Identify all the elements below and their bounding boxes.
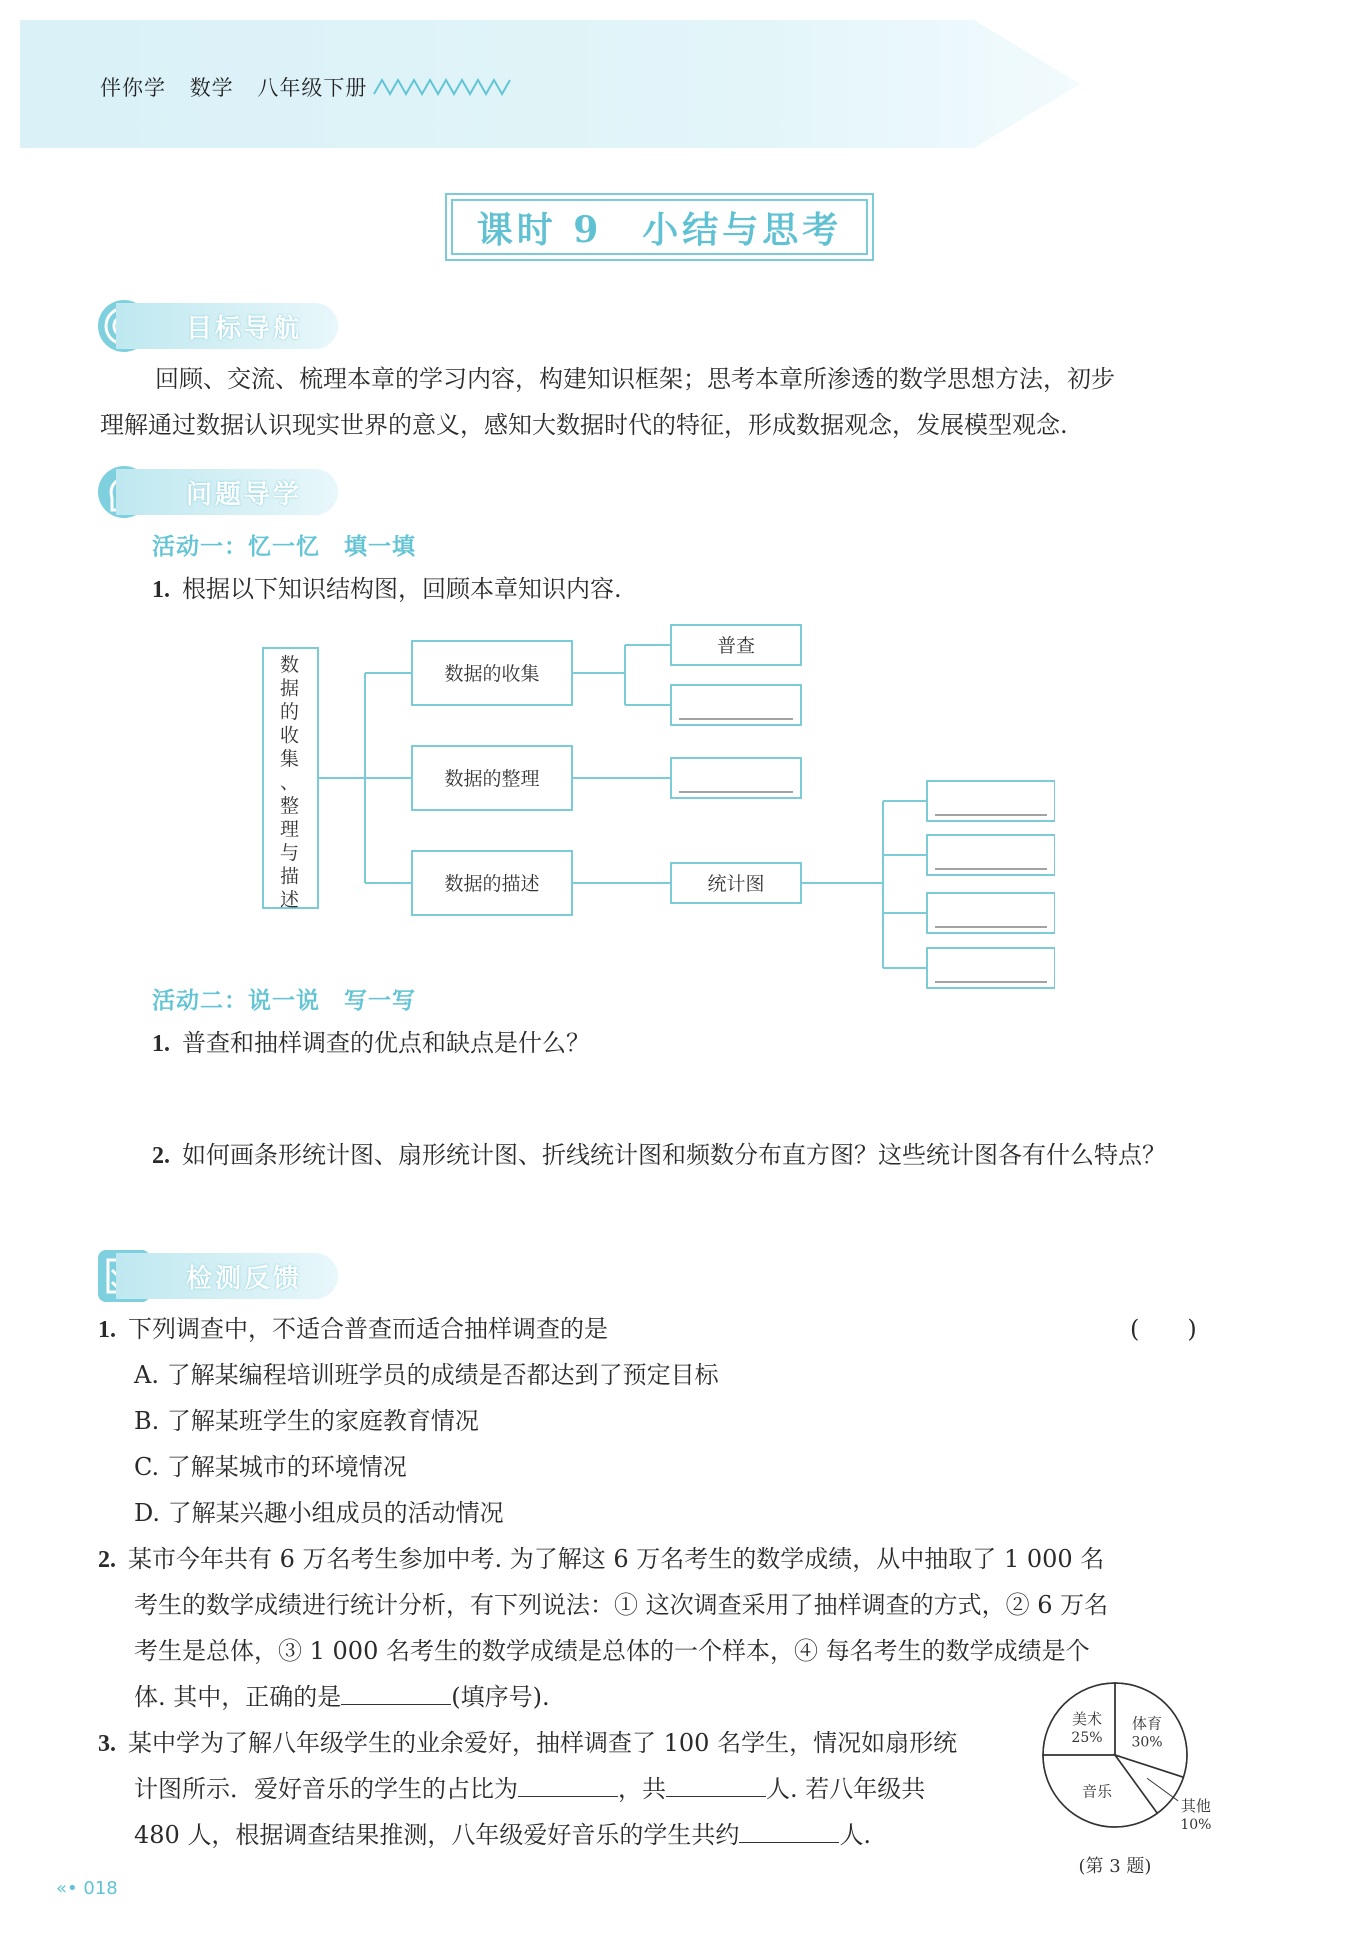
check-tag-label: 检测反馈 xyxy=(116,1253,338,1299)
header-text xyxy=(100,72,383,102)
guide-tag-label: 问题导学 xyxy=(116,469,338,515)
arrow-icon: «• xyxy=(56,1878,78,1899)
q3-line3a: 480 人，根据调查结果推测，八年级爱好音乐的学生共约 xyxy=(134,1821,740,1849)
activity-1-title: 活动一：忆一忆 填一填 xyxy=(152,534,416,560)
check-question-2-line-1: 某市今年共有 6 万名考生参加中考. 为了解这 6 万名考生的数学成绩，从中抽取了 1 000 名 xyxy=(128,1545,1105,1573)
answer-blank[interactable] xyxy=(341,1678,451,1705)
goal-line-2: 理解通过数据认识现实世界的意义，感知大数据时代的特征，形成数据观念，发展模型观念. xyxy=(100,411,1068,439)
answer-paren: ( ) xyxy=(1130,1315,1197,1343)
option-d: D. 了解某兴趣小组成员的活动情况 xyxy=(134,1499,504,1527)
pie-value-1: 30% xyxy=(1131,1734,1163,1751)
pie-value-0: 25% xyxy=(1071,1729,1103,1746)
page-number: 018 xyxy=(83,1878,118,1899)
diagram-describe-text: 数据的描述 xyxy=(444,873,540,895)
guide-section-tag xyxy=(98,466,338,518)
answer-blank[interactable] xyxy=(739,1816,839,1843)
check-question-2-line-4 xyxy=(134,1674,550,1720)
goal-tag-label: 目标导航 xyxy=(116,303,338,349)
page-number-row xyxy=(56,1878,118,1899)
chart-title: (第 3 题) xyxy=(1078,1856,1152,1877)
triangle-decoration-icon xyxy=(372,78,512,96)
check-question-2-line-3: 考生是总体，③ 1 000 名考生的数学成绩是总体的一个样本，④ 每名考生的数学成绩是个 xyxy=(134,1637,1090,1665)
option-b: B. 了解某班学生的家庭教育情况 xyxy=(134,1407,479,1435)
knowledge-diagram xyxy=(255,615,1055,995)
check-question-1-number: 1. xyxy=(98,1317,116,1343)
goal-line-1: 回顾、交流、梳理本章的学习内容，构建知识框架；思考本章所渗透的数学思想方法，初步 xyxy=(155,365,1115,393)
check-question-3-line-2 xyxy=(134,1766,925,1812)
diagram-census-text: 普查 xyxy=(716,635,756,657)
diagram-root-text: 数据的收集、整理与描述 xyxy=(279,654,301,911)
pie-value-2: 10% xyxy=(1180,1816,1212,1833)
diagram-organize-text: 数据的整理 xyxy=(444,768,540,790)
check-question-2 xyxy=(98,1536,1104,1583)
goal-section-tag xyxy=(98,300,338,352)
pie-label-3: 音乐 xyxy=(1082,1782,1113,1801)
option-c: C. 了解某城市的环境情况 xyxy=(134,1453,407,1481)
q3-line2a: 计图所示．爱好音乐的学生的占比为 xyxy=(134,1775,518,1803)
check-question-3-line-3 xyxy=(134,1812,871,1858)
answer-blank[interactable] xyxy=(666,1770,766,1797)
option-a: A. 了解某编程培训班学员的成绩是否都达到了预定目标 xyxy=(134,1361,719,1389)
q3-line2b: ，共 xyxy=(618,1775,666,1803)
check-question-3 xyxy=(98,1720,957,1767)
pie-label-2: 其他 xyxy=(1180,1796,1211,1815)
q2-last-b: (填序号). xyxy=(451,1683,550,1711)
check-question-3-line-1: 某中学为了解八年级学生的业余爱好，抽样调查了 100 名学生，情况如扇形统 xyxy=(128,1729,958,1757)
q3-line2c: 人. 若八年级共 xyxy=(766,1775,926,1803)
pie-label-0: 美术 xyxy=(1071,1709,1103,1728)
activity-2-title: 活动二：说一说 写一写 xyxy=(152,988,416,1014)
diagram-chart-text: 统计图 xyxy=(707,873,765,895)
check-section-tag xyxy=(98,1250,338,1302)
activity-2-question-1-text: 普查和抽样调查的优点和缺点是什么？ xyxy=(182,1029,590,1057)
activity-2-question-2: 2. 如何画条形统计图、扇形统计图、折线统计图和频数分布直方图？这些统计图各有什么特点？ xyxy=(152,1141,1166,1169)
subject: 数学 xyxy=(189,76,234,100)
q2-last-a: 体. 其中，正确的是 xyxy=(134,1683,342,1711)
lesson-title: 课时 9 小结与思考 xyxy=(445,193,874,261)
check-question-2-number: 2. xyxy=(98,1547,116,1573)
check-question-1 xyxy=(98,1306,608,1353)
activity-2-question-2-text: 如何画条形统计图、扇形统计图、折线统计图和频数分布直方图？这些统计图各有什么特点？ xyxy=(182,1141,1166,1169)
pie-label-1: 体育 xyxy=(1132,1714,1163,1733)
activity-2-question-1: 1. 普查和抽样调查的优点和缺点是什么？ xyxy=(152,1029,590,1057)
guide-question-1: 1. 根据以下知识结构图，回顾本章知识内容. xyxy=(152,575,622,603)
diagram-collect-text: 数据的收集 xyxy=(444,663,540,685)
book-name: 伴你学 xyxy=(100,76,166,100)
answer-blank[interactable] xyxy=(518,1770,618,1797)
guide-question-1-text: 根据以下知识结构图，回顾本章知识内容. xyxy=(182,575,622,603)
check-question-2-line-2: 考生的数学成绩进行统计分析，有下列说法：① 这次调查采用了抽样调查的方式，② 6 万名 xyxy=(134,1591,1109,1619)
q3-line3b: 人. xyxy=(839,1821,872,1849)
check-question-1-text: 下列调查中，不适合普查而适合抽样调查的是 xyxy=(128,1315,608,1343)
pie-chart xyxy=(1000,1670,1230,1880)
grade: 八年级下册 xyxy=(257,76,368,100)
check-question-3-number: 3. xyxy=(98,1731,116,1757)
